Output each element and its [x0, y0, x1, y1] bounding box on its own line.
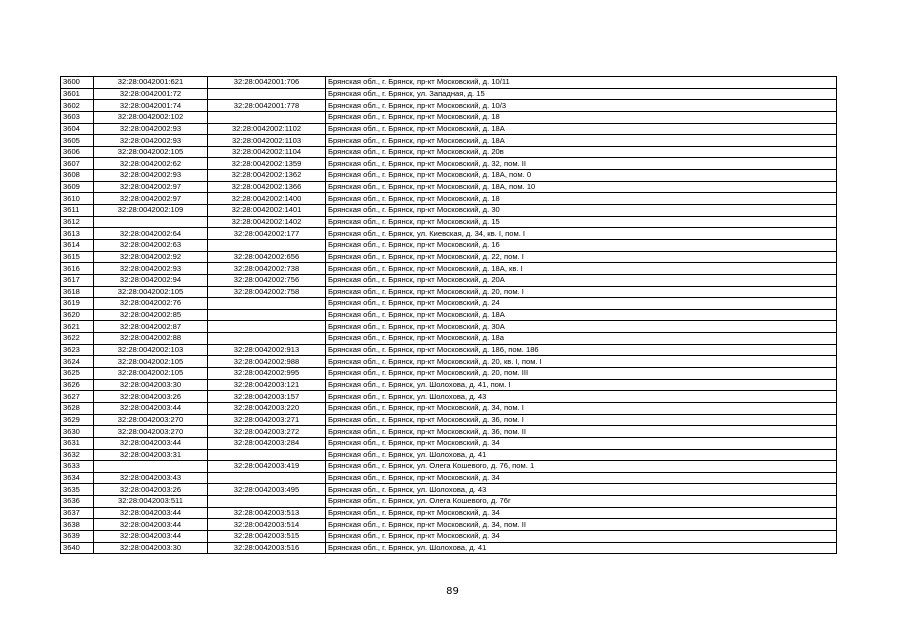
table-row	[61, 321, 837, 333]
land-cadastral-number-cell: 32:28:0042002:76	[94, 298, 208, 310]
land-cadastral-number-cell: 32:28:0042002:102	[94, 111, 208, 123]
table-row	[61, 181, 837, 193]
address-cell: Брянская обл., г. Брянск, пр-кт Московский, д. 10/3	[326, 100, 837, 112]
registry-table-body	[61, 77, 837, 554]
address-cell: Брянская обл., г. Брянск, пр-кт Московский, д. 18А	[326, 123, 837, 135]
table-row	[61, 449, 837, 461]
building-cadastral-number-cell	[208, 496, 326, 508]
row-number-cell: 3635	[61, 484, 94, 496]
land-cadastral-number-cell: 32:28:0042002:93	[94, 263, 208, 275]
table-row	[61, 239, 837, 251]
address-cell: Брянская обл., г. Брянск, пр-кт Московский, д. 34	[326, 437, 837, 449]
row-number-cell: 3613	[61, 228, 94, 240]
row-number-cell: 3629	[61, 414, 94, 426]
table-row	[61, 123, 837, 135]
address-cell: Брянская обл., г. Брянск, пр-кт Московский, д. 34	[326, 507, 837, 519]
address-cell: Брянская обл., г. Брянск, пр-кт Московский, д. 24	[326, 298, 837, 310]
land-cadastral-number-cell: 32:28:0042002:93	[94, 135, 208, 147]
address-cell: Брянская обл., г. Брянск, ул. Олега Кошевого, д. 76, пом. 1	[326, 461, 837, 473]
table-row	[61, 437, 837, 449]
row-number-cell: 3620	[61, 309, 94, 321]
building-cadastral-number-cell	[208, 321, 326, 333]
row-number-cell: 3616	[61, 263, 94, 275]
table-row	[61, 379, 837, 391]
row-number-cell: 3610	[61, 193, 94, 205]
table-row	[61, 344, 837, 356]
building-cadastral-number-cell: 32:28:0042003:157	[208, 391, 326, 403]
land-cadastral-number-cell: 32:28:0042002:85	[94, 309, 208, 321]
table-row	[61, 146, 837, 158]
table-row	[61, 472, 837, 484]
table-row	[61, 111, 837, 123]
table-row	[61, 530, 837, 542]
row-number-cell: 3633	[61, 461, 94, 473]
table-row	[61, 519, 837, 531]
land-cadastral-number-cell: 32:28:0042002:105	[94, 356, 208, 368]
land-cadastral-number-cell: 32:28:0042002:105	[94, 146, 208, 158]
row-number-cell: 3625	[61, 368, 94, 380]
land-cadastral-number-cell: 32:28:0042001:72	[94, 88, 208, 100]
table-row	[61, 496, 837, 508]
row-number-cell: 3621	[61, 321, 94, 333]
building-cadastral-number-cell: 32:28:0042003:419	[208, 461, 326, 473]
address-cell: Брянская обл., г. Брянск, пр-кт Московский, д. 34	[326, 472, 837, 484]
row-number-cell: 3612	[61, 216, 94, 228]
address-cell: Брянская обл., г. Брянск, ул. Шолохова, д. 41, пом. I	[326, 379, 837, 391]
address-cell: Брянская обл., г. Брянск, пр-кт Московский, д. 10/11	[326, 77, 837, 89]
land-cadastral-number-cell: 32:28:0042002:63	[94, 239, 208, 251]
building-cadastral-number-cell: 32:28:0042002:756	[208, 274, 326, 286]
building-cadastral-number-cell: 32:28:0042002:1102	[208, 123, 326, 135]
building-cadastral-number-cell: 32:28:0042002:995	[208, 368, 326, 380]
table-row	[61, 263, 837, 275]
address-cell: Брянская обл., г. Брянск, ул. Шолохова, д. 43	[326, 391, 837, 403]
land-cadastral-number-cell: 32:28:0042002:94	[94, 274, 208, 286]
land-cadastral-number-cell: 32:28:0042002:62	[94, 158, 208, 170]
row-number-cell: 3640	[61, 542, 94, 554]
building-cadastral-number-cell: 32:28:0042002:177	[208, 228, 326, 240]
row-number-cell: 3639	[61, 530, 94, 542]
land-cadastral-number-cell: 32:28:0042002:93	[94, 123, 208, 135]
table-row	[61, 251, 837, 263]
row-number-cell: 3637	[61, 507, 94, 519]
address-cell: Брянская обл., г. Брянск, ул. Западная, д. 15	[326, 88, 837, 100]
building-cadastral-number-cell: 32:28:0042002:913	[208, 344, 326, 356]
address-cell: Брянская обл., г. Брянск, пр-кт Московский, д. 20А	[326, 274, 837, 286]
land-cadastral-number-cell	[94, 461, 208, 473]
row-number-cell: 3606	[61, 146, 94, 158]
table-row	[61, 135, 837, 147]
land-cadastral-number-cell: 32:28:0042003:31	[94, 449, 208, 461]
land-cadastral-number-cell: 32:28:0042003:30	[94, 542, 208, 554]
building-cadastral-number-cell: 32:28:0042003:121	[208, 379, 326, 391]
address-cell: Брянская обл., г. Брянск, пр-кт Московский, д. 20в	[326, 146, 837, 158]
land-cadastral-number-cell: 32:28:0042002:92	[94, 251, 208, 263]
row-number-cell: 3615	[61, 251, 94, 263]
row-number-cell: 3626	[61, 379, 94, 391]
address-cell: Брянская обл., г. Брянск, пр-кт Московский, д. 30	[326, 205, 837, 217]
address-cell: Брянская обл., г. Брянск, пр-кт Московский, д. 18А, пом. 0	[326, 170, 837, 182]
table-row	[61, 309, 837, 321]
row-number-cell: 3607	[61, 158, 94, 170]
row-number-cell: 3611	[61, 205, 94, 217]
address-cell: Брянская обл., г. Брянск, ул. Шолохова, д. 41	[326, 449, 837, 461]
address-cell: Брянская обл., г. Брянск, пр-кт Московский, д. 36, пом. I	[326, 414, 837, 426]
row-number-cell: 3608	[61, 170, 94, 182]
land-cadastral-number-cell: 32:28:0042002:88	[94, 333, 208, 345]
building-cadastral-number-cell	[208, 472, 326, 484]
row-number-cell: 3614	[61, 239, 94, 251]
address-cell: Брянская обл., г. Брянск, пр-кт Московский, д. 22, пом. I	[326, 251, 837, 263]
land-cadastral-number-cell: 32:28:0042002:64	[94, 228, 208, 240]
land-cadastral-number-cell: 32:28:0042001:74	[94, 100, 208, 112]
land-cadastral-number-cell: 32:28:0042003:44	[94, 519, 208, 531]
address-cell: Брянская обл., г. Брянск, ул. Шолохова, д. 43	[326, 484, 837, 496]
building-cadastral-number-cell: 32:28:0042002:1359	[208, 158, 326, 170]
row-number-cell: 3619	[61, 298, 94, 310]
row-number-cell: 3602	[61, 100, 94, 112]
building-cadastral-number-cell: 32:28:0042002:1103	[208, 135, 326, 147]
registry-table	[60, 76, 837, 554]
table-row	[61, 193, 837, 205]
land-cadastral-number-cell: 32:28:0042002:105	[94, 368, 208, 380]
row-number-cell: 3624	[61, 356, 94, 368]
address-cell: Брянская обл., г. Брянск, ул. Шолохова, д. 41	[326, 542, 837, 554]
row-number-cell: 3603	[61, 111, 94, 123]
row-number-cell: 3618	[61, 286, 94, 298]
building-cadastral-number-cell: 32:28:0042003:272	[208, 426, 326, 438]
land-cadastral-number-cell: 32:28:0042003:44	[94, 437, 208, 449]
row-number-cell: 3627	[61, 391, 94, 403]
table-row	[61, 100, 837, 112]
land-cadastral-number-cell: 32:28:0042002:97	[94, 181, 208, 193]
row-number-cell: 3600	[61, 77, 94, 89]
table-row	[61, 158, 837, 170]
building-cadastral-number-cell: 32:28:0042002:1104	[208, 146, 326, 158]
building-cadastral-number-cell: 32:28:0042001:778	[208, 100, 326, 112]
land-cadastral-number-cell: 32:28:0042003:26	[94, 484, 208, 496]
table-row	[61, 274, 837, 286]
table-row	[61, 170, 837, 182]
table-row	[61, 286, 837, 298]
address-cell: Брянская обл., г. Брянск, пр-кт Московский, д. 18А	[326, 309, 837, 321]
row-number-cell: 3630	[61, 426, 94, 438]
table-row	[61, 333, 837, 345]
land-cadastral-number-cell: 32:28:0042003:44	[94, 530, 208, 542]
address-cell: Брянская обл., г. Брянск, пр-кт Московский, д. 36, пом. II	[326, 426, 837, 438]
building-cadastral-number-cell	[208, 111, 326, 123]
address-cell: Брянская обл., г. Брянск, пр-кт Московский, д. 18А, кв. I	[326, 263, 837, 275]
address-cell: Брянская обл., г. Брянск, пр-кт Московский, д. 186, пом. 186	[326, 344, 837, 356]
building-cadastral-number-cell: 32:28:0042003:271	[208, 414, 326, 426]
table-row	[61, 228, 837, 240]
address-cell: Брянская обл., г. Брянск, пр-кт Московский, д. 18	[326, 193, 837, 205]
building-cadastral-number-cell: 32:28:0042002:738	[208, 263, 326, 275]
address-cell: Брянская обл., г. Брянск, пр-кт Московский, д. 18А, пом. 10	[326, 181, 837, 193]
table-row	[61, 402, 837, 414]
address-cell: Брянская обл., г. Брянск, пр-кт Московский, д. 34, пом. I	[326, 402, 837, 414]
building-cadastral-number-cell	[208, 298, 326, 310]
page-number: 89	[446, 586, 459, 597]
building-cadastral-number-cell: 32:28:0042002:758	[208, 286, 326, 298]
land-cadastral-number-cell: 32:28:0042002:93	[94, 170, 208, 182]
address-cell: Брянская обл., г. Брянск, пр-кт Московский, д. 20, кв. I, пом. I	[326, 356, 837, 368]
table-row	[61, 88, 837, 100]
building-cadastral-number-cell: 32:28:0042002:1400	[208, 193, 326, 205]
land-cadastral-number-cell: 32:28:0042003:26	[94, 391, 208, 403]
address-cell: Брянская обл., г. Брянск, пр-кт Московский, д. 18а	[326, 333, 837, 345]
land-cadastral-number-cell	[94, 216, 208, 228]
address-cell: Брянская обл., г. Брянск, пр-кт Московский, д. 15	[326, 216, 837, 228]
table-row	[61, 77, 837, 89]
land-cadastral-number-cell: 32:28:0042002:105	[94, 286, 208, 298]
building-cadastral-number-cell: 32:28:0042002:1402	[208, 216, 326, 228]
row-number-cell: 3628	[61, 402, 94, 414]
building-cadastral-number-cell	[208, 333, 326, 345]
land-cadastral-number-cell: 32:28:0042003:270	[94, 414, 208, 426]
table-row	[61, 484, 837, 496]
building-cadastral-number-cell	[208, 239, 326, 251]
building-cadastral-number-cell: 32:28:0042001:706	[208, 77, 326, 89]
address-cell: Брянская обл., г. Брянск, ул. Киевская, д. 34, кв. I, пом. I	[326, 228, 837, 240]
building-cadastral-number-cell	[208, 309, 326, 321]
land-cadastral-number-cell: 32:28:0042002:97	[94, 193, 208, 205]
land-cadastral-number-cell: 32:28:0042003:43	[94, 472, 208, 484]
address-cell: Брянская обл., г. Брянск, пр-кт Московский, д. 20, пом. III	[326, 368, 837, 380]
building-cadastral-number-cell	[208, 88, 326, 100]
address-cell: Брянская обл., г. Брянск, пр-кт Московский, д. 30А	[326, 321, 837, 333]
row-number-cell: 3609	[61, 181, 94, 193]
building-cadastral-number-cell: 32:28:0042003:284	[208, 437, 326, 449]
land-cadastral-number-cell: 32:28:0042002:103	[94, 344, 208, 356]
address-cell: Брянская обл., г. Брянск, пр-кт Московский, д. 16	[326, 239, 837, 251]
address-cell: Брянская обл., г. Брянск, пр-кт Московский, д. 34, пом. II	[326, 519, 837, 531]
table-row	[61, 368, 837, 380]
table-row	[61, 414, 837, 426]
land-cadastral-number-cell: 32:28:0042003:511	[94, 496, 208, 508]
row-number-cell: 3605	[61, 135, 94, 147]
building-cadastral-number-cell: 32:28:0042002:1401	[208, 205, 326, 217]
row-number-cell: 3617	[61, 274, 94, 286]
table-row	[61, 356, 837, 368]
row-number-cell: 3623	[61, 344, 94, 356]
land-cadastral-number-cell: 32:28:0042003:44	[94, 402, 208, 414]
land-cadastral-number-cell: 32:28:0042003:30	[94, 379, 208, 391]
row-number-cell: 3631	[61, 437, 94, 449]
row-number-cell: 3632	[61, 449, 94, 461]
table-row	[61, 216, 837, 228]
address-cell: Брянская обл., г. Брянск, ул. Олега Кошевого, д. 76г	[326, 496, 837, 508]
building-cadastral-number-cell: 32:28:0042002:656	[208, 251, 326, 263]
building-cadastral-number-cell: 32:28:0042003:495	[208, 484, 326, 496]
building-cadastral-number-cell: 32:28:0042002:1362	[208, 170, 326, 182]
building-cadastral-number-cell: 32:28:0042003:220	[208, 402, 326, 414]
address-cell: Брянская обл., г. Брянск, пр-кт Московский, д. 34	[326, 530, 837, 542]
row-number-cell: 3634	[61, 472, 94, 484]
building-cadastral-number-cell	[208, 449, 326, 461]
land-cadastral-number-cell: 32:28:0042003:270	[94, 426, 208, 438]
building-cadastral-number-cell: 32:28:0042003:513	[208, 507, 326, 519]
building-cadastral-number-cell: 32:28:0042003:516	[208, 542, 326, 554]
table-row	[61, 426, 837, 438]
land-cadastral-number-cell: 32:28:0042001:621	[94, 77, 208, 89]
table-row	[61, 542, 837, 554]
table-row	[61, 298, 837, 310]
row-number-cell: 3622	[61, 333, 94, 345]
building-cadastral-number-cell: 32:28:0042003:514	[208, 519, 326, 531]
table-row	[61, 461, 837, 473]
building-cadastral-number-cell: 32:28:0042002:988	[208, 356, 326, 368]
table-row	[61, 205, 837, 217]
table-row	[61, 507, 837, 519]
address-cell: Брянская обл., г. Брянск, пр-кт Московский, д. 18А	[326, 135, 837, 147]
land-cadastral-number-cell: 32:28:0042002:109	[94, 205, 208, 217]
address-cell: Брянская обл., г. Брянск, пр-кт Московский, д. 32, пом. II	[326, 158, 837, 170]
address-cell: Брянская обл., г. Брянск, пр-кт Московский, д. 20, пом. I	[326, 286, 837, 298]
row-number-cell: 3638	[61, 519, 94, 531]
building-cadastral-number-cell: 32:28:0042003:515	[208, 530, 326, 542]
table-row	[61, 391, 837, 403]
building-cadastral-number-cell: 32:28:0042002:1366	[208, 181, 326, 193]
row-number-cell: 3636	[61, 496, 94, 508]
address-cell: Брянская обл., г. Брянск, пр-кт Московский, д. 18	[326, 111, 837, 123]
land-cadastral-number-cell: 32:28:0042002:87	[94, 321, 208, 333]
row-number-cell: 3601	[61, 88, 94, 100]
row-number-cell: 3604	[61, 123, 94, 135]
land-cadastral-number-cell: 32:28:0042003:44	[94, 507, 208, 519]
